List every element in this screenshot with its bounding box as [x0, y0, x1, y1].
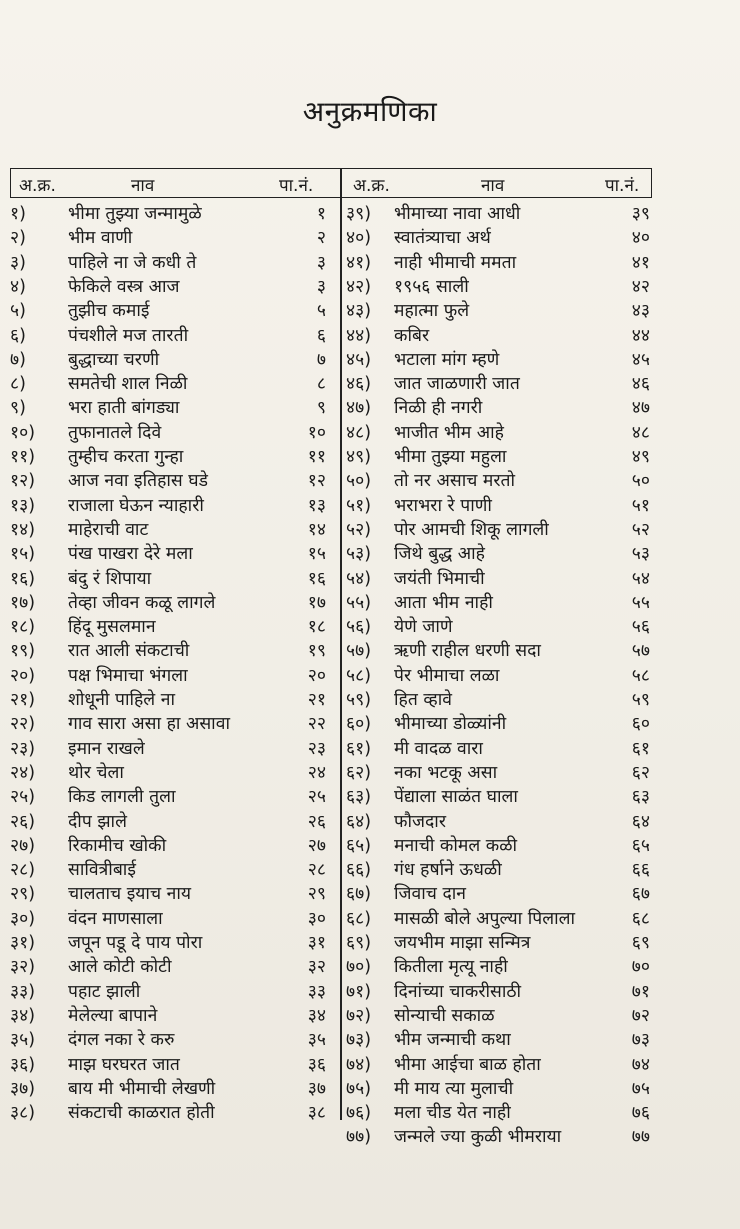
entry-number: १७) [10, 592, 36, 613]
entry-page: ७३ [631, 1030, 650, 1051]
entry-page: ३० [307, 908, 326, 929]
entry-page: ७७ [631, 1127, 650, 1148]
entry-title: तुफानातले दिवे [68, 422, 162, 443]
entry-number: १२) [10, 471, 36, 492]
entry-number: ४८) [346, 422, 372, 443]
entry-number: ३४) [10, 1005, 36, 1026]
entry-title: हित व्हावे [394, 690, 452, 710]
entry-title: पंख पाखरा देरे मला [68, 544, 193, 565]
entry-page: ७५ [631, 1078, 650, 1099]
toc-entry [10, 421, 652, 445]
entry-number: ६२) [346, 762, 372, 783]
entry-title: भराभरा रे पाणी [394, 495, 492, 516]
entry-page: ५१ [631, 495, 650, 516]
entry-number: ६१) [346, 738, 372, 759]
entry-number: २४) [10, 762, 36, 783]
entry-number: ७५) [346, 1078, 372, 1099]
entry-title: जन्मले ज्या कुळी भीमराया [394, 1127, 562, 1148]
toc-entry [10, 882, 652, 906]
entry-title: इमान राखले [68, 738, 145, 759]
entry-title: रिकामीच खोकी [68, 835, 167, 856]
entry-number: ६७) [346, 884, 372, 905]
entry-number: १) [10, 204, 26, 224]
header-name-right: नाव [481, 176, 505, 196]
entry-number: ११) [10, 447, 36, 467]
entry-title: फौजदार [394, 811, 446, 832]
entry-title: दिनांच्या चाकरीसाठी [394, 981, 522, 1002]
toc-entry [10, 834, 652, 858]
entry-title: निळी ही नगरी [394, 398, 483, 419]
toc-entry [10, 518, 652, 542]
entry-number: ६५) [346, 835, 372, 856]
entry-title: सावित्रीबाई [68, 860, 136, 881]
entry-number: ७३) [346, 1030, 372, 1051]
entry-number: ५६) [346, 617, 372, 638]
entry-title: आता भीम नाही [394, 592, 493, 613]
entry-title: कबिर [394, 325, 430, 346]
entry-title: भीमा तुझ्या जन्मामुळे [68, 204, 202, 224]
page-title: अनुक्रमणिका [302, 95, 438, 128]
entry-page: १३ [307, 495, 326, 516]
entry-number: ३५) [10, 1030, 36, 1051]
toc-entry [10, 1101, 652, 1125]
entry-page: २८ [307, 860, 326, 881]
entry-number: ३०) [10, 908, 36, 929]
entry-number: ४९) [346, 447, 372, 467]
entry-page: ३९ [631, 204, 650, 224]
entry-page: ७ [316, 349, 326, 370]
entry-number: २९) [10, 884, 36, 905]
entry-number: ५९) [346, 690, 372, 710]
entry-page: २३ [307, 738, 326, 759]
toc-entry [10, 396, 652, 420]
entry-number: ३) [10, 252, 26, 273]
entry-number: ५५) [346, 592, 372, 613]
entry-number: २७) [10, 835, 36, 856]
entry-page: १६ [307, 568, 326, 589]
toc-entry [10, 664, 652, 688]
entry-title: वंदन माणसाला [68, 908, 163, 929]
toc-entry [10, 324, 652, 348]
entry-page: ६२ [631, 762, 650, 783]
entry-title: माहेराची वाट [68, 519, 149, 540]
entry-title: ऋणी राहील धरणी सदा [394, 641, 541, 662]
entry-title: चालताच इयाच नाय [68, 884, 192, 905]
entry-title: समतेची शाल निळी [68, 374, 188, 395]
entry-number: ५८) [346, 665, 372, 686]
entry-page: ६३ [631, 787, 650, 808]
toc-entry [10, 226, 652, 250]
entry-number: १८) [10, 617, 36, 638]
entry-page: ५४ [631, 568, 650, 589]
entry-number: ४५) [346, 349, 372, 370]
entry-page: ६४ [631, 811, 650, 832]
entry-page: १४ [307, 519, 326, 540]
entry-page: ४५ [631, 349, 650, 370]
entry-title: भीमाच्या डोळ्यांनी [394, 714, 507, 735]
entry-number: ६४) [346, 811, 372, 832]
entry-title: भरा हाती बांगड्या [68, 398, 180, 419]
entry-title: भीमाच्या नावा आधी [394, 204, 521, 224]
toc-entry [10, 1077, 652, 1101]
entry-title: येणे जाणे [394, 617, 453, 638]
entry-page: ३४ [307, 1005, 326, 1026]
toc-entry [10, 688, 652, 712]
entry-title: माझ घरघरत जात [68, 1054, 180, 1075]
entry-title: जयंती भिमाची [394, 568, 485, 589]
entry-number: ४) [10, 276, 26, 297]
header-page-left: पा.नं. [279, 176, 314, 196]
header-num-left: अ.क्र. [19, 176, 56, 196]
entry-page: २७ [307, 835, 326, 856]
header-name-left: नाव [131, 176, 155, 196]
entry-title: पेर भीमाचा लळा [394, 665, 500, 686]
toc-entry [10, 810, 652, 834]
entry-title: नका भटकू असा [394, 762, 498, 783]
toc-entry [10, 591, 652, 615]
entry-page: ३८ [307, 1103, 326, 1124]
entry-title: संकटाची काळरात होती [68, 1103, 215, 1124]
entry-title: थोर चेला [68, 762, 124, 783]
toc-entry [10, 348, 652, 372]
entry-title: तेव्हा जीवन कळू लागले [68, 592, 216, 613]
toc-entry [10, 931, 652, 955]
entry-number: २०) [10, 665, 36, 686]
toc-entry [10, 712, 652, 736]
entry-number: ७१) [346, 981, 372, 1002]
entry-page: ४१ [631, 252, 650, 273]
entry-title: जयभीम माझा सन्मित्र [394, 933, 531, 953]
entry-page: ६६ [631, 860, 650, 881]
entry-number: ६९) [346, 933, 372, 953]
entry-number: १४) [10, 519, 36, 540]
entry-title: मनाची कोमल कळी [394, 835, 518, 856]
toc-entry [10, 1053, 652, 1077]
entry-title: तुम्हीच करता गुन्हा [68, 447, 184, 467]
entry-title: पहाट झाली [68, 981, 141, 1002]
entry-title: बाय मी भीमाची लेखणी [68, 1078, 216, 1099]
entry-number: ४३) [346, 301, 372, 322]
entry-page: ३ [316, 252, 326, 273]
entry-page: ७४ [631, 1054, 650, 1075]
entry-title: भीम जन्माची कथा [394, 1030, 511, 1051]
toc-entry [10, 469, 652, 493]
entry-title: सोन्याची सकाळ [394, 1005, 495, 1026]
entry-page: ७१ [631, 981, 650, 1002]
toc-entry [10, 494, 652, 518]
entry-page: २४ [307, 762, 326, 783]
toc-entry [10, 202, 652, 226]
entry-title: मी माय त्या मुलाची [394, 1078, 514, 1099]
entry-title: भीम वाणी [68, 228, 133, 249]
entry-number: १०) [10, 422, 36, 443]
entry-page: ४३ [631, 301, 650, 322]
entry-title: तुझीच कमाई [68, 301, 150, 322]
entry-title: तो नर असाच मरतो [394, 471, 516, 492]
entry-title: नाही भीमाची ममता [394, 252, 517, 273]
entry-number: ४०) [346, 228, 372, 249]
entry-page: ४२ [631, 276, 650, 297]
entry-number: ३७) [10, 1078, 36, 1099]
entry-number: ६) [10, 325, 26, 346]
entry-page: ८ [316, 374, 326, 395]
entry-page: ३५ [307, 1030, 326, 1051]
entry-number: ७०) [346, 957, 372, 978]
toc-entry [10, 1125, 652, 1149]
entry-number: १५) [10, 544, 36, 565]
toc-entry [10, 955, 652, 979]
entry-page: ६८ [631, 908, 650, 929]
toc-entry [10, 542, 652, 566]
toc-entry [10, 639, 652, 663]
entry-page: ३ [316, 276, 326, 297]
entry-page: ६७ [631, 884, 650, 905]
entry-page: ४६ [631, 374, 650, 395]
entry-number: ७७) [346, 1127, 372, 1148]
entry-number: ३९) [346, 204, 372, 224]
entry-page: ७० [631, 957, 650, 978]
entry-page: १८ [307, 617, 326, 638]
entry-title: गंध हर्षाने ऊधळी [394, 860, 502, 881]
entry-page: ५५ [631, 592, 650, 613]
entry-number: ५३) [346, 544, 372, 565]
entry-title: किड लागली तुला [68, 787, 176, 808]
entry-title: मला चीड येत नाही [394, 1103, 511, 1124]
entry-page: ९ [316, 398, 326, 419]
entry-number: ९) [10, 398, 26, 419]
entry-title: गाव सारा असा हा असावा [68, 714, 230, 735]
entry-page: ६० [631, 714, 650, 735]
entry-title: जिवाच दान [394, 884, 466, 905]
entry-number: ६८) [346, 908, 372, 929]
entry-page: २२ [307, 714, 326, 735]
entry-page: ३३ [307, 981, 326, 1002]
toc-entry [10, 737, 652, 761]
entry-title: दंगल नका रे करु [68, 1030, 175, 1051]
toc-entry [10, 445, 652, 469]
entry-title: दीप झाले [68, 811, 127, 832]
entry-page: १ [316, 204, 326, 224]
entry-title: १९५६ साली [394, 276, 469, 297]
entry-page: ५३ [631, 544, 650, 565]
entry-page: ५० [631, 471, 650, 492]
toc-entry [10, 907, 652, 931]
entry-title: कितीला मृत्यू नाही [394, 957, 508, 978]
entry-page: २५ [307, 787, 326, 808]
entry-page: ४० [631, 228, 650, 249]
entry-title: मेलेल्या बापाने [68, 1005, 158, 1026]
entry-page: ५२ [631, 519, 650, 540]
entry-page: ७२ [631, 1005, 650, 1026]
entry-number: ३६) [10, 1054, 36, 1075]
entry-page: ३७ [307, 1078, 326, 1099]
entry-number: ४४) [346, 325, 372, 346]
entry-page: २९ [307, 884, 326, 905]
toc-entry [10, 761, 652, 785]
entry-number: १९) [10, 641, 36, 662]
table-header [10, 168, 652, 198]
entry-number: ६०) [346, 714, 372, 735]
entry-page: १५ [307, 544, 326, 565]
entry-page: ३६ [307, 1054, 326, 1075]
entry-number: १३) [10, 495, 36, 516]
entry-page: ६५ [631, 835, 650, 856]
toc-entry [10, 567, 652, 591]
entry-title: पेंद्याला साळंत घाला [394, 787, 518, 808]
entry-number: ३२) [10, 957, 36, 978]
entry-title: भटाला मांग म्हणे [394, 349, 500, 370]
entry-page: ३१ [307, 933, 326, 953]
entry-number: २१) [10, 690, 36, 710]
toc-entry [10, 372, 652, 396]
entry-number: ३८) [10, 1103, 36, 1124]
entry-number: २२) [10, 714, 36, 735]
toc-entry [10, 858, 652, 882]
toc-entry [10, 785, 652, 809]
entry-page: ५६ [631, 617, 650, 638]
entry-number: १६) [10, 568, 36, 589]
entry-number: ४६) [346, 374, 372, 395]
entry-page: ३२ [307, 957, 326, 978]
entry-title: महात्मा फुले [394, 301, 470, 322]
entry-number: २६) [10, 811, 36, 832]
entry-number: ५२) [346, 519, 372, 540]
entry-number: ५) [10, 301, 26, 322]
entry-title: बुद्धाच्या चरणी [68, 349, 160, 370]
entry-page: १२ [307, 471, 326, 492]
entry-number: ६३) [346, 787, 372, 808]
entry-title: मी वादळ वारा [394, 738, 483, 759]
entry-page: ५८ [631, 665, 650, 686]
entry-title: भीमा तुझ्या महुला [394, 447, 507, 467]
entry-title: जिथे बुद्ध आहे [394, 544, 485, 565]
entry-page: ६ [316, 325, 326, 346]
entry-page: २ [316, 228, 326, 249]
table-of-contents [10, 168, 652, 1148]
entry-number: ७६) [346, 1103, 372, 1124]
toc-entry [10, 1004, 652, 1028]
entry-title: हिंदू मुसलमान [68, 617, 156, 638]
entry-number: २८) [10, 860, 36, 881]
entry-page: ४८ [631, 422, 650, 443]
entry-number: ४१) [346, 252, 372, 273]
toc-entry [10, 251, 652, 275]
entry-page: ४४ [631, 325, 650, 346]
entry-title: पोर आमची शिकू लागली [394, 519, 549, 540]
entry-number: ६६) [346, 860, 372, 881]
entry-title: आज नवा इतिहास घडे [68, 471, 208, 492]
entry-title: राजाला घेऊन न्याहारी [68, 495, 204, 516]
entry-number: ३१) [10, 933, 36, 953]
entry-title: रात आली संकटाची [68, 641, 190, 662]
entry-number: ८) [10, 374, 26, 395]
entry-title: आले कोटी कोटी [68, 957, 172, 978]
entry-title: फेकिले वस्त्र आज [68, 276, 180, 297]
entry-title: भाजीत भीम आहे [394, 422, 504, 443]
entry-page: १० [307, 422, 326, 443]
entry-page: ५७ [631, 641, 650, 662]
entry-title: पक्ष भिमाचा भंगला [68, 665, 188, 686]
header-page-right: पा.नं. [605, 176, 640, 196]
entry-title: पंचशीले मज तारती [68, 325, 189, 346]
entry-page: ६१ [631, 738, 650, 759]
entry-number: ७) [10, 349, 26, 370]
entry-title: मासळी बोले अपुल्या पिलाला [394, 908, 575, 929]
entry-page: २६ [307, 811, 326, 832]
entry-page: ११ [307, 447, 326, 467]
entry-page: ५९ [631, 690, 650, 710]
entry-number: ४२) [346, 276, 372, 297]
entry-title: पाहिले ना जे कधी ते [68, 252, 197, 273]
entry-title: जात जाळणारी जात [394, 374, 520, 395]
entry-title: भीमा आईचा बाळ होता [394, 1054, 541, 1075]
entry-number: ५१) [346, 495, 372, 516]
entry-page: ५ [316, 301, 326, 322]
entry-page: १७ [307, 592, 326, 613]
toc-entry [10, 615, 652, 639]
entry-number: ५७) [346, 641, 372, 662]
entry-number: ५०) [346, 471, 372, 492]
header-num-right: अ.क्र. [353, 176, 390, 196]
entry-number: २) [10, 228, 26, 249]
entry-number: २३) [10, 738, 36, 759]
entry-number: ३३) [10, 981, 36, 1002]
toc-entry [10, 980, 652, 1004]
entry-page: ६९ [631, 933, 650, 953]
entry-number: ७४) [346, 1054, 372, 1075]
entry-number: ४७) [346, 398, 372, 419]
entry-number: २५) [10, 787, 36, 808]
entry-page: २० [307, 665, 326, 686]
entry-title: शोधूनी पाहिले ना [68, 690, 175, 710]
entry-page: २१ [307, 690, 326, 710]
entry-number: ७२) [346, 1005, 372, 1026]
entry-page: ४७ [631, 398, 650, 419]
entry-title: स्वातंत्र्याचा अर्थ [394, 228, 491, 249]
entry-page: १९ [307, 641, 326, 662]
entry-title: बंदु रं शिपाया [68, 568, 152, 589]
entry-page: ४९ [631, 447, 650, 467]
entry-page: ७६ [631, 1103, 650, 1124]
entry-number: ५४) [346, 568, 372, 589]
entry-title: जपून पडू दे पाय पोरा [68, 933, 203, 953]
toc-entry [10, 299, 652, 323]
toc-entry [10, 1028, 652, 1052]
toc-entry [10, 275, 652, 299]
